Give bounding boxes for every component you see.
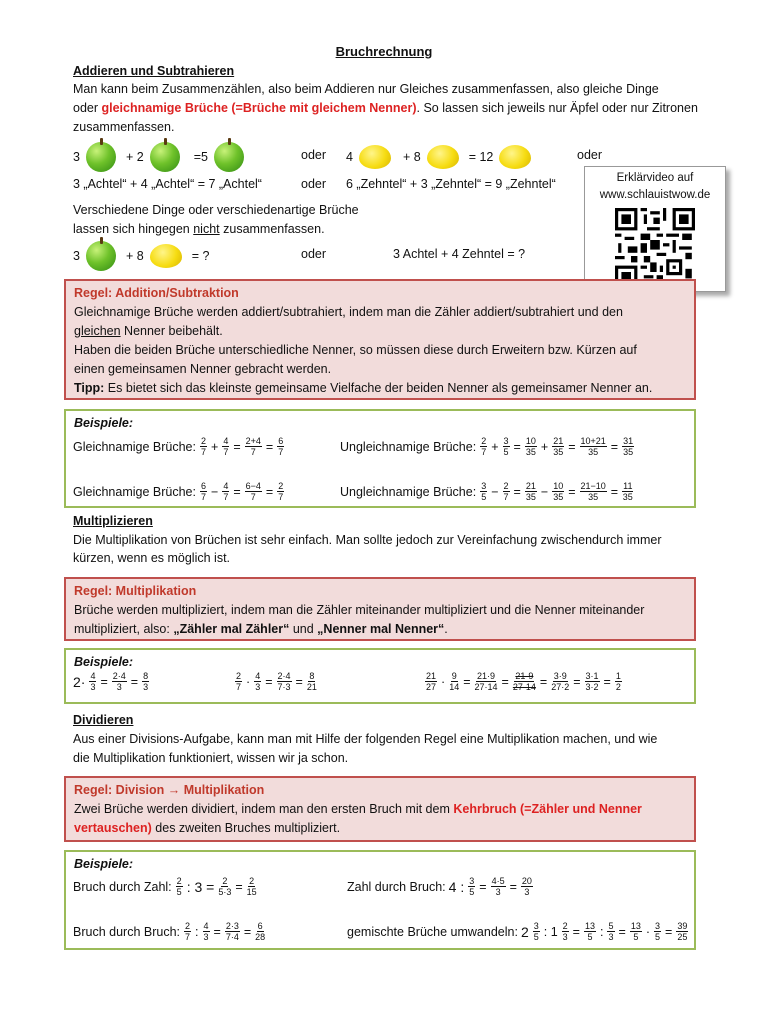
rule-text: multipliziert, also: „Zähler mal Zähler“ und „Nenner mal Nenner“. — [74, 622, 448, 636]
examples-heading: Beispiele: — [74, 416, 134, 430]
section-heading-div: Dividieren — [73, 713, 134, 727]
example-equation: Gleichnamige Brüche: $\frac{2}{7}$ + $\frac{4}{7}$ = $\frac{2+4}{7}$ = $\frac{6}{7}$ — [73, 436, 284, 457]
oder-label: oder — [577, 148, 603, 162]
rule-text: gleichen Nenner beibehält. — [74, 324, 223, 338]
rule-title: Regel: Multiplikation — [74, 584, 197, 598]
example-equation: Ungleichnamige Brüche: $\frac{3}{5}$ − $\frac{2}{7}$ = $\frac{21}{35}$ − $\frac{10}{35}$ = $\frac{21-10}{35}$ = $\frac{11}{35}$ — [340, 481, 633, 502]
highlight-text: gleichnamige Brüche (=Brüche mit gleichem Nenner) — [101, 101, 417, 115]
oder-label: oder — [301, 148, 327, 162]
example-equation: Bruch durch Bruch: $\frac{2}{7}$ : $\frac{4}{3}$ = $\frac{2\cdot 3}{7\cdot 4}$ = $\frac{6}{28}$ — [73, 921, 266, 942]
lemon-icon — [427, 145, 459, 169]
example-equation: $\frac{2}{7}$ · $\frac{4}{3}$ = $\frac{2\cdot 4}{7\cdot 3}$ = $\frac{8}{21}$ — [236, 671, 317, 692]
rule-text: Brüche werden multipliziert, indem man die Zähler miteinander multipliziert und die Nenner miteinander — [74, 603, 645, 617]
div-paragraph-line1: Aus einer Divisions-Aufgabe, kann man mit Hilfe der folgenden Regel eine Multiplikation machen, und wie — [73, 732, 658, 746]
rule-box-multiplication — [64, 577, 696, 641]
lemon-icon — [150, 244, 182, 268]
oder-label: oder — [301, 177, 327, 191]
example-equation: $\frac{21}{27}$ · $\frac{9}{14}$ = $\frac{21\cdot 9}{27\cdot 14}$ = $\frac{21\cdot 9}{27\cdot 14}$ = $\frac{3\cdot 9}{27\cdot 2}$ = $\frac{3\cdot 1}{3\cdot 2}$ = $\frac{1}{2}$ — [426, 671, 621, 692]
example-equation: Ungleichnamige Brüche: $\frac{2}{7}$ + $\frac{3}{5}$ = $\frac{10}{35}$ + $\frac{21}{35}$ = $\frac{10+21}{35}$ = $\frac{31}{35}$ — [340, 436, 634, 457]
section-heading-mult: Multiplizieren — [73, 514, 153, 528]
example-equation: Bruch durch Zahl: $\frac{2}{5}$ : 3 = $\frac{2}{5\cdot 3}$ = $\frac{2}{15}$ — [73, 876, 257, 897]
example-equation: gemischte Brüche umwandeln: 2 $\frac{3}{5}$ : 1 $\frac{2}{3}$ = $\frac{13}{5}$ : $\frac{5}{3}$ = $\frac{13}{5}$ · $\frac{3}{5}$ = $\frac{39}{25}$ — [347, 921, 688, 942]
qr-code-box[interactable] — [584, 166, 726, 292]
apple-icon — [86, 241, 116, 271]
add-paragraph2-line1: Verschiedene Dinge oder verschiedenartige Brüche — [73, 203, 359, 217]
achtel-zehntel-example: 3 Achtel + 4 Zehntel = ? — [393, 247, 526, 261]
rule-text: Gleichnamige Brüche werden addiert/subtrahiert, indem man die Zähler addiert/subtrahiert und den — [74, 305, 623, 319]
qr-code-icon — [615, 208, 695, 288]
rule-box-division — [64, 776, 696, 842]
mult-paragraph-line1: Die Multiplikation von Brüchen ist sehr einfach. Man sollte jedoch zur Vereinfachung zwischendurch immer — [73, 533, 662, 547]
oder-label: oder — [301, 247, 327, 261]
example-equation: Gleichnamige Brüche: $\frac{6}{7}$ − $\frac{4}{7}$ = $\frac{6-4}{7}$ = $\frac{2}{7}$ — [73, 481, 284, 502]
rule-text: Haben die beiden Brüche unterschiedliche Nenner, so müssen diese durch Erweitern bzw. Kürzen auf — [74, 343, 637, 357]
examples-heading: Beispiele: — [74, 857, 134, 871]
add-paragraph2-line2: lassen sich hingegen nicht zusammenfassen. — [73, 222, 325, 236]
lemon-example: 4 + 8 = 12 — [346, 141, 531, 173]
rule-title: Regel: Division → Multiplikation — [74, 783, 265, 797]
example-equation: Zahl durch Bruch: 4 : $\frac{3}{5}$ = $\frac{4\cdot 5}{3}$ = $\frac{20}{3}$ — [347, 876, 532, 897]
mixed-example: 3 + 8 = ? — [73, 240, 209, 272]
rule-box-addition — [64, 279, 696, 400]
apple-icon — [214, 142, 244, 172]
qr-url: www.schlauistwow.de — [599, 189, 711, 201]
apple-icon — [150, 142, 180, 172]
rule-text: Tipp: Es bietet sich das kleinste gemeinsame Vielfache der beiden Nenner als gemeinsamer Nenner an. — [74, 381, 653, 395]
rule-text: Zwei Brüche werden dividiert, indem man den ersten Bruch mit dem Kehrbruch (=Zähler und Nenner — [74, 802, 642, 816]
achtel-example: 3 „Achtel“ + 4 „Achtel“ = 7 „Achtel“ — [73, 177, 262, 191]
rule-text: einen gemeinsamen Nenner gebracht werden. — [74, 362, 332, 376]
zehntel-example: 6 „Zehntel“ + 3 „Zehntel“ = 9 „Zehntel“ — [346, 177, 556, 191]
qr-caption: Erklärvideo auf — [616, 172, 694, 184]
add-paragraph-line2: oder gleichnamige Brüche (=Brüche mit gleichem Nenner). So lassen sich jeweils nur Äpfel oder nur Zitronen — [73, 101, 698, 115]
example-equation: 2· $\frac{4}{3}$ = $\frac{2\cdot 4}{3}$ = $\frac{8}{3}$ — [73, 671, 149, 692]
apple-icon — [86, 142, 116, 172]
lemon-icon — [359, 145, 391, 169]
add-paragraph-line3: zusammenfassen. — [73, 120, 175, 134]
rule-title: Regel: Addition/Subtraktion — [74, 286, 239, 300]
mult-paragraph-line2: kürzen, wenn es möglich ist. — [73, 551, 231, 565]
rule-text: vertauschen) des zweiten Bruches multipliziert. — [74, 821, 341, 835]
examples-heading: Beispiele: — [74, 655, 134, 669]
section-heading-add: Addieren und Subtrahieren — [73, 64, 235, 78]
lemon-icon — [499, 145, 531, 169]
apple-example: 3 + 2 =5 — [73, 141, 244, 173]
add-paragraph-line1: Man kann beim Zusammenzählen, also beim Addieren nur Gleiches zusammenfassen, also gleiche Dinge — [73, 82, 659, 96]
div-paragraph-line2: die Multiplikation funktioniert, wissen wir ja schon. — [73, 751, 349, 765]
page-title: Bruchrechnung — [335, 44, 433, 59]
